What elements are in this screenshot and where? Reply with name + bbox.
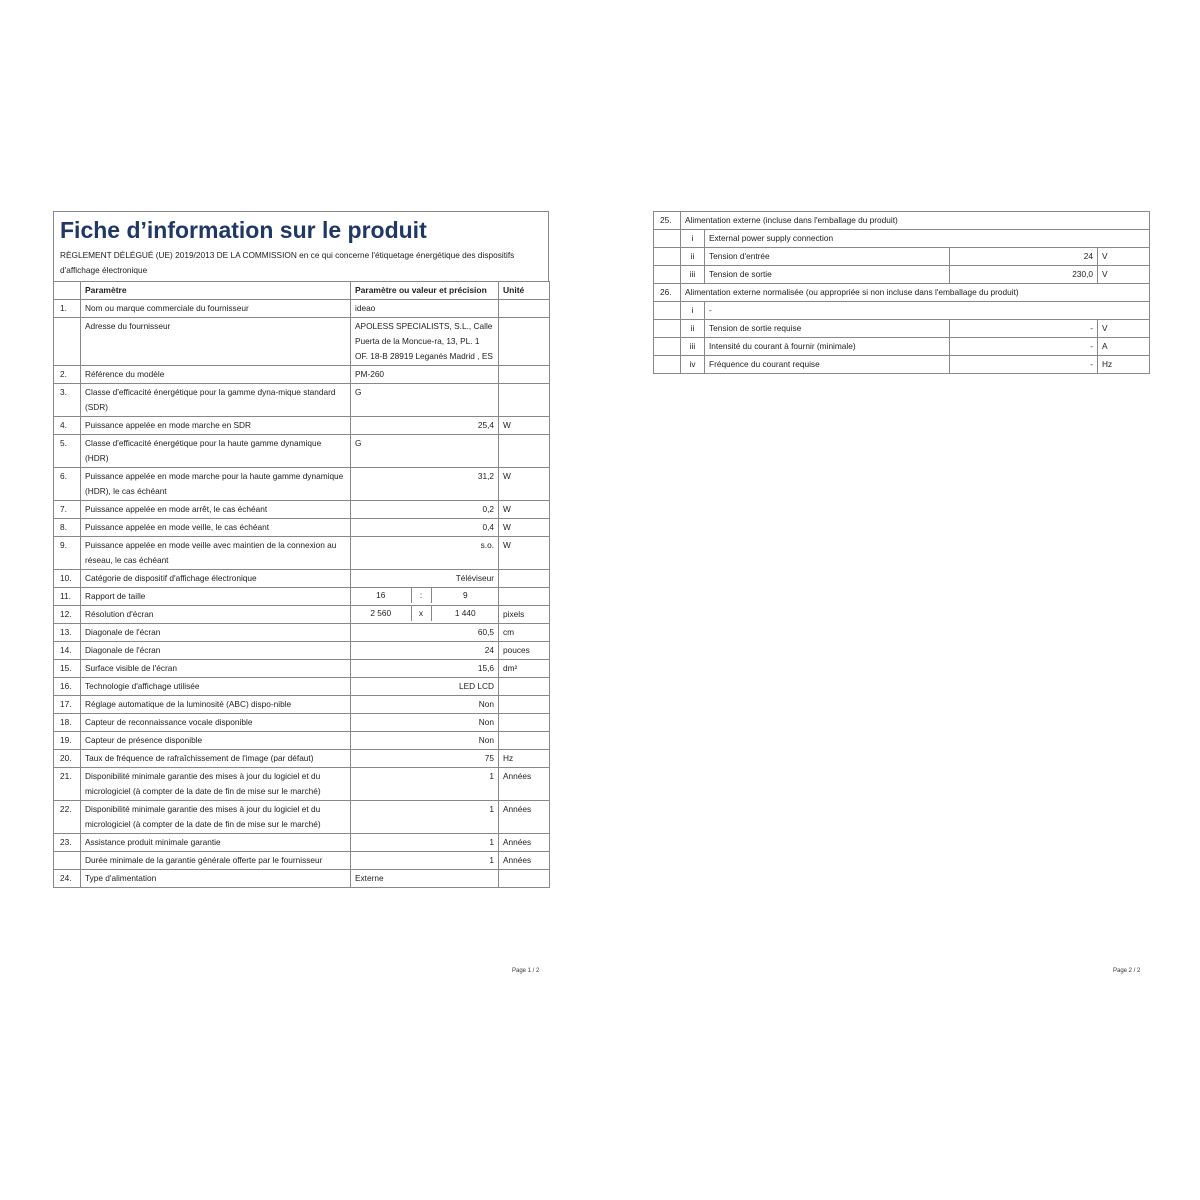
row-unit: Années: [499, 768, 550, 801]
row-number: 22.: [54, 801, 81, 834]
row-unit: [499, 300, 550, 318]
split-part: 16: [376, 590, 386, 600]
row-value: 1: [351, 834, 499, 852]
sub-row-spacer: [654, 302, 681, 320]
row-unit: [499, 384, 550, 417]
row-value: APOLESS SPECIALISTS, S.L., Calle Puerta de la Moncue-ra, 13, PL. 1 OF. 18-B 28919 Leganés Madrid , ES: [351, 318, 499, 366]
row-parameter: Réglage automatique de la luminosité (ABC) dispo-nible: [81, 696, 351, 714]
row-parameter: Durée minimale de la garantie générale offerte par le fournisseur: [81, 852, 351, 870]
sub-row-index: iii: [681, 338, 705, 356]
sub-row: [654, 320, 1150, 338]
sub-row-index: ii: [681, 320, 705, 338]
table-row: [54, 870, 550, 888]
split-part: :: [411, 588, 431, 603]
row-number: [54, 852, 81, 870]
section-title: Alimentation externe (incluse dans l'emballage du produit): [681, 212, 1150, 230]
row-parameter: Diagonale de l'écran: [81, 624, 351, 642]
sub-row-spacer: [654, 230, 681, 248]
row-parameter: Classe d'efficacité énergétique pour la gamme dyna-mique standard (SDR): [81, 384, 351, 417]
row-value: LED LCD: [351, 678, 499, 696]
row-number: 19.: [54, 732, 81, 750]
row-unit: [499, 696, 550, 714]
row-number: 9.: [54, 537, 81, 570]
product-info-table: [53, 281, 550, 888]
table-row: [54, 570, 550, 588]
split-part: 1 440: [431, 606, 499, 621]
page-1-footer: Page 1 / 2: [512, 968, 540, 974]
row-value: Téléviseur: [351, 570, 499, 588]
row-parameter: Capteur de présence disponible: [81, 732, 351, 750]
section-number: 26.: [654, 284, 681, 302]
row-value: 0,4: [351, 519, 499, 537]
row-parameter: Résolution d'écran: [81, 606, 351, 624]
row-value: 0,2: [351, 501, 499, 519]
row-value: Externe: [351, 870, 499, 888]
row-unit: pouces: [499, 642, 550, 660]
row-value: Non: [351, 696, 499, 714]
table-row: [54, 366, 550, 384]
row-parameter: Puissance appelée en mode arrêt, le cas échéant: [81, 501, 351, 519]
row-value: 31,2: [351, 468, 499, 501]
sub-row-value: 230,0: [950, 266, 1098, 284]
section-header-row: [654, 212, 1150, 230]
row-parameter: Diagonale de l'écran: [81, 642, 351, 660]
row-unit: W: [499, 417, 550, 435]
section-header-row: [654, 284, 1150, 302]
split-part: x: [411, 606, 431, 621]
row-number: 3.: [54, 384, 81, 417]
row-value: Non: [351, 714, 499, 732]
table-row: [54, 678, 550, 696]
table-row: [54, 384, 550, 417]
page-1: [53, 211, 549, 888]
sub-row: [654, 302, 1150, 320]
power-supply-table: [653, 211, 1150, 374]
table-row: [54, 768, 550, 801]
sub-row: [654, 356, 1150, 374]
row-number: 12.: [54, 606, 81, 624]
row-unit: W: [499, 468, 550, 501]
table-header-row: [54, 282, 550, 300]
row-value: 60,5: [351, 624, 499, 642]
row-value: 24: [351, 642, 499, 660]
regulation-subtitle: RÈGLEMENT DÉLÉGUÉ (UE) 2019/2013 DE LA COMMISSION en ce qui concerne l'étiquetage énergétique des dispositifs d'affichage électronique: [60, 250, 515, 275]
header-num: [54, 282, 81, 300]
table-row: [54, 501, 550, 519]
sub-row-label: External power supply connection: [705, 230, 1150, 248]
row-value: 75: [351, 750, 499, 768]
sub-row-value: -: [950, 356, 1098, 374]
split-part: 9: [431, 588, 499, 603]
row-value-split: [351, 606, 499, 624]
row-number: 15.: [54, 660, 81, 678]
row-parameter: Puissance appelée en mode marche en SDR: [81, 417, 351, 435]
row-parameter: Rapport de taille: [81, 588, 351, 606]
table-row: [54, 519, 550, 537]
row-number: 4.: [54, 417, 81, 435]
page-2-footer: Page 2 / 2: [1113, 968, 1141, 974]
row-unit: cm: [499, 624, 550, 642]
table-row: [54, 696, 550, 714]
row-number: 24.: [54, 870, 81, 888]
table-row: [54, 588, 550, 606]
sub-row-unit: V: [1098, 320, 1150, 338]
sub-row-value: 24: [950, 248, 1098, 266]
table-row: [54, 537, 550, 570]
split-part: 2 560: [370, 608, 392, 618]
table-row: [54, 660, 550, 678]
sub-row-unit: A: [1098, 338, 1150, 356]
row-parameter: Disponibilité minimale garantie des mises à jour du logiciel et du micrologiciel (à compter de la date de fin de mise sur le marché): [81, 801, 351, 834]
table-row: [54, 834, 550, 852]
row-value-split: [351, 588, 499, 606]
sub-row-spacer: [654, 338, 681, 356]
sub-row-index: i: [681, 230, 705, 248]
sub-row-label: Tension de sortie requise: [705, 320, 950, 338]
row-parameter: Catégorie de dispositif d'affichage électronique: [81, 570, 351, 588]
row-parameter: Type d'alimentation: [81, 870, 351, 888]
sub-row: [654, 266, 1150, 284]
row-parameter: Surface visible de l'écran: [81, 660, 351, 678]
header-unit: Unité: [499, 282, 550, 300]
row-parameter: Disponibilité minimale garantie des mises à jour du logiciel et du micrologiciel (à compter de la date de fin de mise sur le marché): [81, 768, 351, 801]
sub-row-index: iii: [681, 266, 705, 284]
row-parameter: Capteur de reconnaissance vocale disponible: [81, 714, 351, 732]
row-number: 10.: [54, 570, 81, 588]
table-row: [54, 732, 550, 750]
section-number: 25.: [654, 212, 681, 230]
sub-row: [654, 248, 1150, 266]
row-parameter: Puissance appelée en mode marche pour la haute gamme dynamique (HDR), le cas échéant: [81, 468, 351, 501]
row-unit: [499, 678, 550, 696]
row-value: G: [351, 435, 499, 468]
sub-row-label: Tension d'entrée: [705, 248, 950, 266]
row-value: PM-260: [351, 366, 499, 384]
table-row: [54, 300, 550, 318]
row-number: 20.: [54, 750, 81, 768]
row-unit: [499, 870, 550, 888]
row-parameter: Référence du modèle: [81, 366, 351, 384]
sub-row-value: -: [950, 320, 1098, 338]
row-number: 16.: [54, 678, 81, 696]
row-parameter: Puissance appelée en mode veille, le cas échéant: [81, 519, 351, 537]
row-unit: Années: [499, 852, 550, 870]
row-number: 23.: [54, 834, 81, 852]
row-unit: Hz: [499, 750, 550, 768]
row-value: G: [351, 384, 499, 417]
header-value: Paramètre ou valeur et précision: [351, 282, 499, 300]
row-value: ideao: [351, 300, 499, 318]
row-unit: [499, 588, 550, 606]
table-row: [54, 417, 550, 435]
row-parameter: Technologie d'affichage utilisée: [81, 678, 351, 696]
row-unit: [499, 714, 550, 732]
row-unit: [499, 366, 550, 384]
row-number: 1.: [54, 300, 81, 318]
table-row: [54, 318, 550, 366]
sub-row-label: -: [705, 302, 1150, 320]
row-unit: [499, 570, 550, 588]
table-row: [54, 606, 550, 624]
row-unit: Années: [499, 801, 550, 834]
row-number: 5.: [54, 435, 81, 468]
row-parameter: Nom ou marque commerciale du fournisseur: [81, 300, 351, 318]
sub-row-unit: Hz: [1098, 356, 1150, 374]
row-value: 25,4: [351, 417, 499, 435]
row-parameter: Taux de fréquence de rafraîchissement de l'image (par défaut): [81, 750, 351, 768]
table-row: [54, 624, 550, 642]
sub-row: [654, 230, 1150, 248]
sub-row-value: -: [950, 338, 1098, 356]
split-value: [351, 606, 499, 621]
row-unit: [499, 318, 550, 366]
table-row: [54, 714, 550, 732]
table-row: [54, 642, 550, 660]
row-number: 2.: [54, 366, 81, 384]
row-parameter: Classe d'efficacité énergétique pour la haute gamme dynamique (HDR): [81, 435, 351, 468]
row-number: 8.: [54, 519, 81, 537]
sub-row-spacer: [654, 248, 681, 266]
row-unit: [499, 435, 550, 468]
row-value: 15,6: [351, 660, 499, 678]
row-value: s.o.: [351, 537, 499, 570]
table-row: [54, 852, 550, 870]
row-unit: Années: [499, 834, 550, 852]
row-number: [54, 318, 81, 366]
row-number: 6.: [54, 468, 81, 501]
row-number: 7.: [54, 501, 81, 519]
header-param: Paramètre: [81, 282, 351, 300]
sub-row-index: ii: [681, 248, 705, 266]
sub-row-index: i: [681, 302, 705, 320]
table-row: [54, 750, 550, 768]
split-value: [351, 588, 499, 603]
title-box: [53, 211, 549, 281]
row-number: 14.: [54, 642, 81, 660]
row-unit: W: [499, 537, 550, 570]
sub-row-label: Tension de sortie: [705, 266, 950, 284]
row-parameter: Assistance produit minimale garantie: [81, 834, 351, 852]
sub-row-label: Intensité du courant à fournir (minimale): [705, 338, 950, 356]
row-unit: pixels: [499, 606, 550, 624]
page-2: [653, 211, 1149, 374]
sub-row-spacer: [654, 356, 681, 374]
row-number: 13.: [54, 624, 81, 642]
sub-row-unit: V: [1098, 266, 1150, 284]
row-parameter: Adresse du fournisseur: [81, 318, 351, 366]
sub-row-label: Fréquence du courant requise: [705, 356, 950, 374]
table-row: [54, 435, 550, 468]
row-value: 1: [351, 852, 499, 870]
row-number: 18.: [54, 714, 81, 732]
row-number: 11.: [54, 588, 81, 606]
row-parameter: Puissance appelée en mode veille avec maintien de la connexion au réseau, le cas échéant: [81, 537, 351, 570]
sub-row-unit: V: [1098, 248, 1150, 266]
sub-row: [654, 338, 1150, 356]
sub-row-spacer: [654, 320, 681, 338]
table-row: [54, 801, 550, 834]
row-unit: dm²: [499, 660, 550, 678]
section-title: Alimentation externe normalisée (ou appropriée si non incluse dans l'emballage du produit): [681, 284, 1150, 302]
sub-row-index: iv: [681, 356, 705, 374]
page-title: Fiche d’information sur le produit: [60, 217, 427, 243]
row-value: 1: [351, 801, 499, 834]
row-number: 17.: [54, 696, 81, 714]
row-number: 21.: [54, 768, 81, 801]
sub-row-spacer: [654, 266, 681, 284]
row-value: 1: [351, 768, 499, 801]
table-row: [54, 468, 550, 501]
row-value: Non: [351, 732, 499, 750]
row-unit: W: [499, 519, 550, 537]
row-unit: [499, 732, 550, 750]
row-unit: W: [499, 501, 550, 519]
